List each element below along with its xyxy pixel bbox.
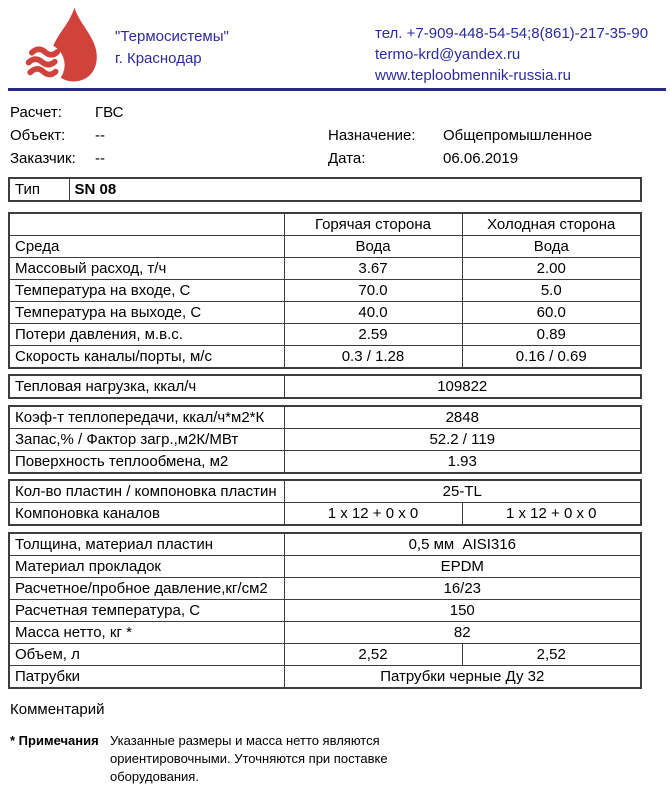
row-value: 16/23 — [284, 578, 641, 600]
table-header-row — [9, 213, 641, 236]
plates-table — [8, 479, 642, 526]
volume-hot-value: 2,52 — [284, 644, 462, 666]
object-value: -- — [95, 127, 105, 144]
table-row — [9, 302, 641, 324]
hot-value: 2.59 — [284, 324, 462, 346]
heat-load-label: Тепловая нагрузка, ккал/ч — [9, 375, 284, 398]
row-label: Массовый расход, т/ч — [9, 258, 284, 280]
date-label: Дата: — [328, 150, 366, 167]
cold-value: 0.16 / 0.69 — [462, 346, 641, 369]
row-label: Скорость каналы/порты, м/с — [9, 346, 284, 369]
type-value: SN 08 — [69, 178, 641, 201]
plates-value: 25-TL — [284, 480, 641, 503]
table-row — [9, 375, 641, 398]
info-row-customer — [8, 150, 670, 173]
phone-number: тел. +7-909-448-54-54;8(861)-217-35-90 — [375, 25, 649, 42]
note-line: оборудования. — [110, 769, 199, 784]
table-row — [9, 451, 641, 474]
cold-value: 5.0 — [462, 280, 641, 302]
channels-cold-value: 1 x 12 + 0 x 0 — [462, 503, 641, 526]
row-value: 0,5 мм AISI316 — [284, 533, 641, 556]
drop-heat-waves-icon — [22, 5, 104, 89]
row-label: Материал прокладок — [9, 556, 284, 578]
type-table — [8, 177, 642, 202]
email-address: termo-krd@yandex.ru — [375, 46, 521, 63]
cold-value: Вода — [462, 236, 641, 258]
table-row — [9, 406, 641, 429]
ports-label: Патрубки — [9, 666, 284, 689]
row-label: Температура на выходе, С — [9, 302, 284, 324]
cold-side-header: Холодная сторона — [462, 213, 641, 236]
page-header — [0, 0, 670, 92]
corner-cell — [9, 213, 284, 236]
note-line: ориентировочными. Уточняются при поставке — [110, 751, 388, 766]
row-label: Толщина, материал пластин — [9, 533, 284, 556]
cold-value: 2.00 — [462, 258, 641, 280]
purpose-value: Общепромышленное — [443, 127, 593, 144]
table-row — [9, 178, 641, 201]
volume-cold-value: 2,52 — [462, 644, 641, 666]
table-row — [9, 600, 641, 622]
purpose-label: Назначение: — [328, 127, 416, 144]
date-value: 06.06.2019 — [443, 150, 519, 167]
table-row — [9, 533, 641, 556]
object-label: Объект: — [10, 127, 66, 144]
table-row — [9, 556, 641, 578]
hot-value: Вода — [284, 236, 462, 258]
table-row — [9, 429, 641, 451]
note-line: Указанные размеры и масса нетто являются — [110, 733, 380, 748]
channels-label: Компоновка каналов — [9, 503, 284, 526]
type-label: Тип — [9, 178, 69, 201]
company-block — [115, 26, 229, 70]
notes-text — [110, 732, 670, 786]
row-label: Запас,% / Фактор загр.,м2К/МВт — [9, 429, 284, 451]
order-info — [8, 104, 670, 173]
notes-label: * Примечания — [10, 733, 99, 748]
volume-label: Объем, л — [9, 644, 284, 666]
comment-label: Комментарий — [10, 701, 105, 718]
row-label: Потери давления, м.в.с. — [9, 324, 284, 346]
contact-block — [375, 23, 648, 86]
transfer-table — [8, 405, 642, 474]
calc-value: ГВС — [95, 104, 124, 121]
calc-label: Расчет: — [10, 104, 62, 121]
construction-table — [8, 532, 642, 689]
row-value: EPDM — [284, 556, 641, 578]
cold-value: 0.89 — [462, 324, 641, 346]
row-label: Масса нетто, кг * — [9, 622, 284, 644]
table-row — [9, 622, 641, 644]
info-row-calc — [8, 104, 670, 127]
customer-value: -- — [95, 150, 105, 167]
hot-side-header: Горячая сторона — [284, 213, 462, 236]
notes-block — [10, 732, 670, 786]
row-label: Среда — [9, 236, 284, 258]
customer-label: Заказчик: — [10, 150, 76, 167]
row-label: Расчетное/пробное давление,кг/см2 — [9, 578, 284, 600]
row-value: 2848 — [284, 406, 641, 429]
plates-label: Кол-во пластин / компоновка пластин — [9, 480, 284, 503]
ports-value: Патрубки черные Ду 32 — [284, 666, 641, 689]
header-divider — [8, 88, 666, 91]
table-row — [9, 346, 641, 369]
hot-value: 40.0 — [284, 302, 462, 324]
row-value: 82 — [284, 622, 641, 644]
table-row — [9, 644, 641, 666]
table-row — [9, 258, 641, 280]
hot-value: 0.3 / 1.28 — [284, 346, 462, 369]
company-name: "Термосистемы" — [115, 28, 229, 45]
row-label: Температура на входе, С — [9, 280, 284, 302]
table-row — [9, 480, 641, 503]
website-url: www.teploobmennik-russia.ru — [375, 67, 571, 84]
row-value: 1.93 — [284, 451, 641, 474]
row-label: Поверхность теплообмена, м2 — [9, 451, 284, 474]
row-label: Расчетная температура, С — [9, 600, 284, 622]
table-row — [9, 578, 641, 600]
row-value: 150 — [284, 600, 641, 622]
table-row — [9, 280, 641, 302]
company-city: г. Краснодар — [115, 50, 202, 67]
hot-value: 3.67 — [284, 258, 462, 280]
process-table — [8, 212, 642, 369]
hot-value: 70.0 — [284, 280, 462, 302]
heat-load-value: 109822 — [284, 375, 641, 398]
row-value: 52.2 / 119 — [284, 429, 641, 451]
table-row — [9, 324, 641, 346]
info-row-object — [8, 127, 670, 150]
table-row — [9, 236, 641, 258]
table-row — [9, 666, 641, 689]
channels-hot-value: 1 x 12 + 0 x 0 — [284, 503, 462, 526]
table-row — [9, 503, 641, 526]
heat-load-table — [8, 374, 642, 399]
cold-value: 60.0 — [462, 302, 641, 324]
row-label: Коэф-т теплопередачи, ккал/ч*м2*К — [9, 406, 284, 429]
